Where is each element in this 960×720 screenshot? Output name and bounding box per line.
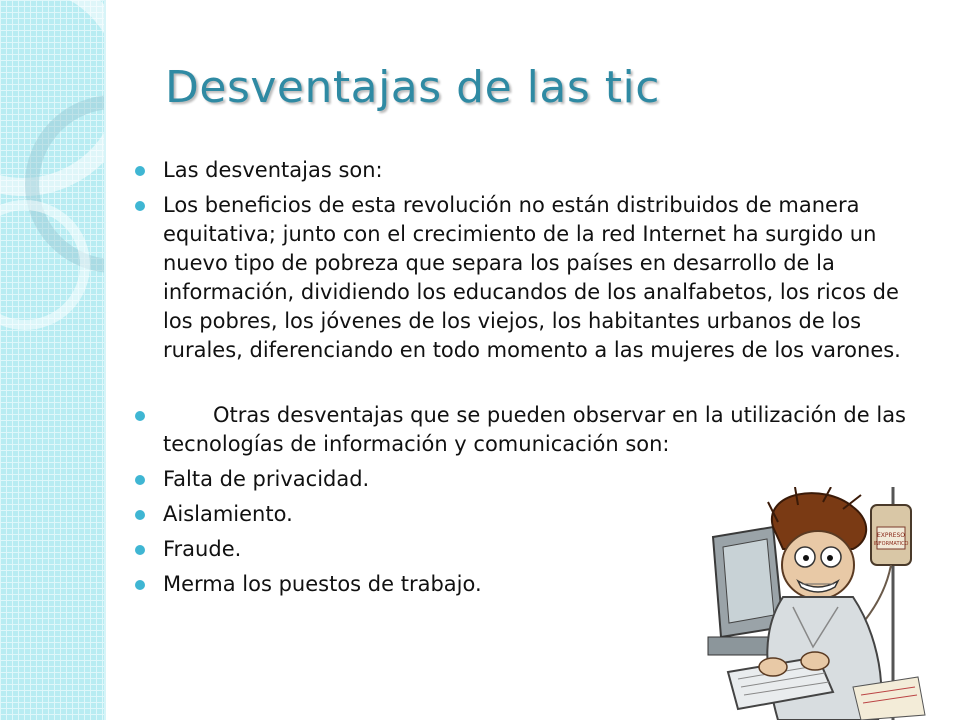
bullet-text: Falta de privacidad. [163, 467, 370, 491]
stressed-computer-user-cartoon [703, 487, 936, 720]
bullet-icon [135, 580, 145, 590]
bullet-text: Merma los puestos de trabajo. [163, 572, 482, 596]
bullet-text: Otras desventajas que se pueden observar en la utilización de las tecnologías de información y comunicación son: [163, 403, 906, 456]
bullet-icon [135, 475, 145, 485]
svg-text:EXPRESO: EXPRESO [876, 532, 906, 539]
decorative-sidebar [0, 0, 106, 720]
bullet-text: Los beneficios de esta revolución no están distribuidos de manera equitativa; junto con el crecimiento de la red Internet ha surgido un nuevo tipo de pobreza que separa los países en desarrollo de la información, dividiendo los educandos de los analfabetos, los ricos de los pobres, los jóvenes de los viejos, los habitantes urbanos de los rurales, diferenciando en todo momento a las mujeres de los varones. [163, 193, 901, 362]
bullet-icon [135, 201, 145, 211]
sidebar-edge [104, 0, 106, 720]
bullet-icon [135, 510, 145, 520]
bullet-text: Las desventajas son: [163, 158, 383, 182]
bullet-text: Fraude. [163, 537, 242, 561]
bullet-icon [135, 411, 145, 421]
page-title: Desventajas de las tic [165, 62, 660, 113]
list-item [135, 156, 925, 185]
svg-text:INFORMATICO: INFORMATICO [873, 541, 909, 547]
list-item [135, 401, 925, 459]
bullet-icon [135, 166, 145, 176]
bullet-icon [135, 545, 145, 555]
list-item [135, 191, 925, 365]
bullet-text: Aislamiento. [163, 502, 293, 526]
